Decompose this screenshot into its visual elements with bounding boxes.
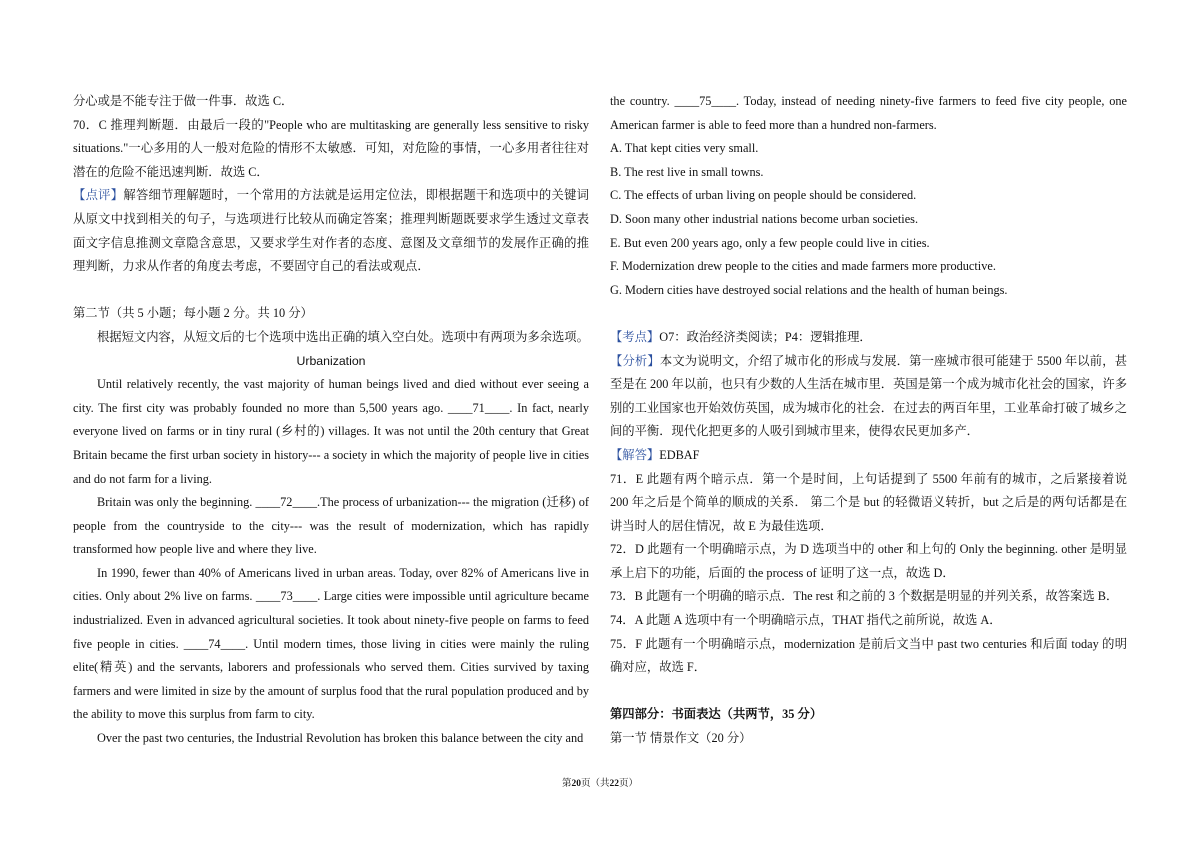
page-footer bbox=[0, 775, 1200, 789]
kaodian-text: O7：政治经济类阅读；P4：逻辑推理． bbox=[659, 329, 872, 344]
option-c: C. The effects of urban living on people should be considered. bbox=[610, 188, 917, 203]
option-b: B. The rest live in small towns. bbox=[610, 164, 764, 179]
option-e: E. But even 200 years ago, only a few people could live in cities. bbox=[610, 235, 930, 250]
option-f: F. Modernization drew people to the cities and made farmers more productive. bbox=[610, 259, 996, 274]
instructions: 根据短文内容，从短文后的七个选项中选出正确的填入空白处。选项中有两项为多余选项。 bbox=[97, 329, 589, 344]
section1-title: 第一节 情景作文（20 分） bbox=[610, 731, 752, 746]
jieda-text: EDBAF bbox=[659, 447, 700, 462]
footer-mid: 页（共 bbox=[580, 779, 610, 789]
paragraph-comment bbox=[73, 184, 589, 278]
kaodian-tag: 【考点】 bbox=[610, 329, 660, 344]
fenxi-text: 本文为说明文，介绍了城市化的形成与发展．第一座城市很可能建于 5500 年以前，甚至是在 200 年以前，也只有少数的人生活在城市里．英国是第一个成为城市化社会的国家，许多别的工业国家也开始效仿英国，成为城市化的社会．在过去的两百年里，工业革命打破了城乡之间的平衡．现代化把更多的人吸引到城市里来，使得农民更加多产． bbox=[610, 353, 1127, 439]
fenxi-tag: 【分析】 bbox=[610, 353, 660, 368]
passage-paragraph-2: Britain was only the beginning. ____72____.The process of urbanization--- the migration (迁移) of people from the countryside to the city--- was the result of modernization, which has rapidly transformed how people live and where they live. bbox=[73, 495, 589, 557]
jieda-tag: 【解答】 bbox=[610, 447, 660, 462]
right-column bbox=[610, 90, 1127, 751]
left-column bbox=[73, 90, 589, 751]
comment-tag: 【点评】 bbox=[73, 188, 124, 203]
kaodian bbox=[610, 326, 1127, 350]
footer-suffix: 页） bbox=[619, 779, 639, 789]
option-g: G. Modern cities have destroyed social relations and the health of human beings. bbox=[610, 282, 1008, 297]
footer-page: 20 bbox=[571, 779, 581, 789]
passage-paragraph-4-cont: the country. ____75____. Today, instead of needing ninety-five farmers to feed five city people, one American farmer is able to feed more than a hundred non-farmers. bbox=[610, 94, 1127, 132]
section2-title: 第二节（共 5 小题；每小题 2 分。共 10 分） bbox=[73, 306, 313, 321]
answer-72: 72．D 此题有一个明确暗示点，为 D 选项当中的 other 和上句的 Only the beginning. other 是明显承上启下的功能，后面的 the process of 证明了这一点，故选 D． bbox=[610, 542, 1127, 580]
comment-text: 解答细节理解题时，一个常用的方法就是运用定位法，即根据题干和选项中的关键词从原文中找到相关的句子，与选项进行比较从而确定答案；推理判断题既要求学生透过文章表面文字信息推测文章隐含意思，又要求学生对作者的态度、意图及文章细节的发展作正确的推理判断，力求从作者的角度去考虑，不要固守自己的看法或观点． bbox=[73, 188, 589, 274]
footer-prefix: 第 bbox=[561, 779, 572, 789]
paragraph-answer-70: 70．C 推理判断题．由最后一段的"People who are multitasking are generally less sensitive to risky situations."一心多用的人一般对危险的情形不太敏感．可知，对危险的事情，一心多用者往往对潜在的危险不能迅速判断．故选 C． bbox=[73, 117, 589, 179]
answer-71: 71．E 此题有两个暗示点．第一个是时间，上句话提到了 5500 年前有的城市，之后紧接着说 200 年之后是个简单的顺成的关系． 第二个是 but 的轻微语义转折，but 之后是的两句话都是在讲当时人的居住情况，故 E 为最佳选项． bbox=[610, 471, 1127, 533]
answer-75: 75．F 此题有一个明确暗示点，modernization 是前后文当中 past two centuries 和后面 today 的明确对应，故选 F． bbox=[610, 636, 1127, 675]
part4-title: 第四部分：书面表达（共两节，35 分） bbox=[610, 707, 823, 722]
fenxi bbox=[610, 350, 1127, 444]
option-a: A. That kept cities very small. bbox=[610, 141, 759, 156]
option-d: D. Soon many other industrial nations become urban societies. bbox=[610, 211, 919, 226]
jieda bbox=[610, 444, 1127, 468]
footer-total: 22 bbox=[609, 779, 619, 789]
passage-paragraph-4: Over the past two centuries, the Industrial Revolution has broken this balance between the city and bbox=[97, 731, 584, 746]
passage-paragraph-1: Until relatively recently, the vast majority of human beings lived and died without ever seeing a city. The first city was probably founded no more than 5,500 years ago. ____71____. In fact, nearly everyone lived on farms or in tiny rural (乡村的) villages. It was not until the 20th century that Great Britain became the first urban society in history--- a society in which the majority of people live in cities and do not farm for a living. bbox=[73, 377, 589, 486]
answer-74: 74．A 此题 A 选项中有一个明确暗示点，THAT 指代之前所说，故选 A． bbox=[610, 613, 1002, 628]
passage-paragraph-3: In 1990, fewer than 40% of Americans lived in urban areas. Today, over 82% of Americans live in cities. Only about 2% live on farms. ____73____. Large cities were impossible until agriculture became industrialized. Even in advanced agricultural societies. It took about ninety-five people on farms to feed five people in cities. ____74____. Until modern times, those living in cities were mainly the ruling elite(精英) and the servants, laborers and professionals who served them. Cities survived by taxing farmers and were limited in size by the amount of surplus food that the rural population produced and by the ability to move this surplus from farm to city. bbox=[73, 565, 589, 722]
paragraph-answer-69-end: 分心或是不能专注于做一件事．故选 C． bbox=[73, 94, 294, 108]
passage-title: Urbanization bbox=[296, 353, 366, 368]
answer-73: 73．B 此题有一个明确的暗示点．The rest 和之前的 3 个数据是明显的并列关系，故答案选 B． bbox=[610, 589, 1119, 604]
